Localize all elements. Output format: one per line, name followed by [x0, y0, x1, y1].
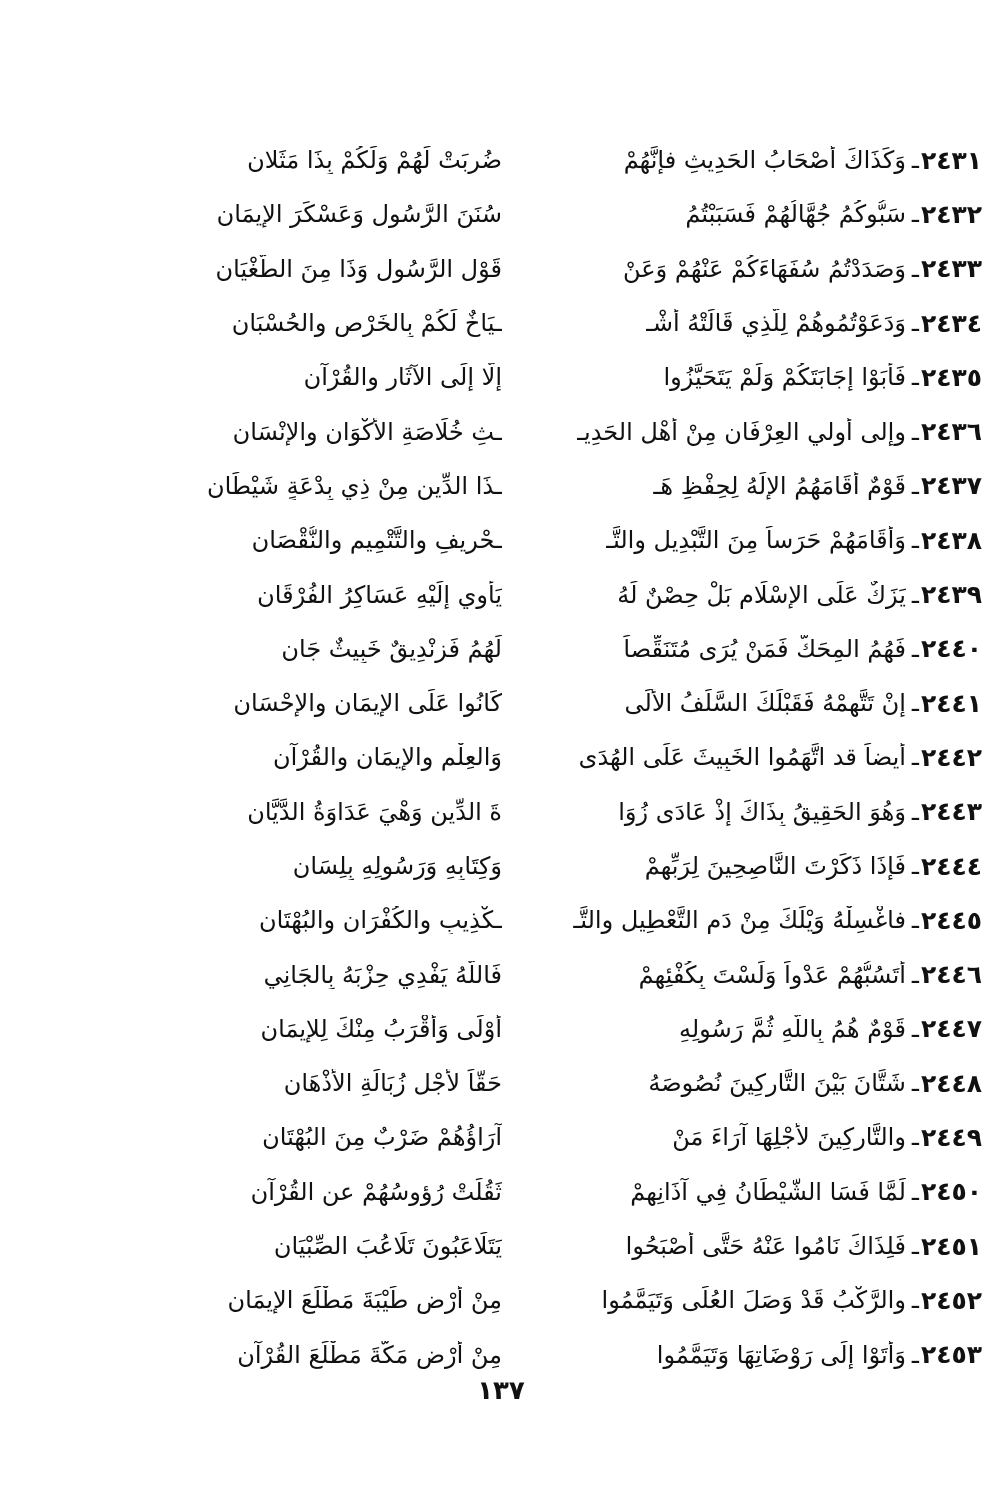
verse-dash: ـ: [911, 1177, 919, 1206]
verse-line: [60, 947, 982, 1001]
verse-first-half: [550, 689, 982, 718]
verse-number: ٢٤٣٩: [920, 580, 982, 610]
verse-first-half: [550, 1123, 982, 1152]
first-hemistich: وَصَدَدْتُمُ سُفَهَاءَكُمْ عَنْهُمْ وَعَنْ: [623, 254, 906, 283]
verse-number: ٢٤٥٠: [920, 1177, 982, 1207]
second-hemistich: حَقّاً لأَجْلِ زُبَالَةِ الأَذْهَانِ: [283, 1069, 502, 1098]
verse-number: ٢٤٣٤: [920, 308, 982, 338]
verse-line: [60, 404, 982, 458]
verse-dash: ـ: [911, 960, 919, 989]
verse-first-half: [550, 1069, 982, 1098]
second-hemistich: إِلَّا إِلَى الآثَارِ والقُرْآنِ: [303, 363, 502, 392]
verse-first-half: [550, 1286, 982, 1315]
verse-first-half: [550, 363, 982, 392]
verse-line: [60, 1056, 982, 1110]
verse-first-half: [550, 634, 982, 663]
verse-dash: ـ: [911, 363, 919, 392]
second-hemistich: قَوْلِ الرَّسُولِ وَذَا مِنَ الطُّغْيَانِ: [215, 254, 502, 283]
second-hemistich: ـحْرِيفِ والتَّتْمِيمِ والنُّقْصَانِ: [251, 526, 502, 555]
verse-number: ٢٤٣٧: [920, 471, 982, 501]
verse-number: ٢٤٤٩: [920, 1122, 982, 1152]
first-hemistich: أَتَسُبُّهُمْ عَدْواً وَلَسْتَ بِكُفْئِهِمْ: [638, 960, 906, 989]
verse-first-half: [550, 1340, 982, 1369]
verse-dash: ـ: [911, 906, 919, 935]
verse-first-half: [550, 960, 982, 989]
first-hemistich: فَأَبَوْا إجَابَتَكُمْ وَلَمْ يَتَحَيَّزُوا: [663, 363, 906, 392]
first-hemistich: أيضاً قد اتَّهَمُوا الخَبِيثَ عَلَى الهُدَى: [578, 743, 906, 772]
first-hemistich: يَزَكٌ عَلَى الإِسْلَامِ بَلْ حِصْنٌ لَهُ: [617, 580, 906, 609]
verse-first-half: [550, 580, 982, 609]
first-hemistich: قَوْمٌ هُمُ بِاللَّهِ ثُمَّ رَسُولِهِ: [679, 1014, 906, 1043]
verse-line: [60, 676, 982, 730]
verse-dash: ـ: [911, 797, 919, 826]
second-hemistich: وَكِتَابِهِ وَرَسُولِهِ بِلِسَانِ: [292, 852, 502, 880]
verse-line: [60, 296, 982, 350]
verse-number: ٢٤٤٨: [920, 1068, 982, 1098]
verse-first-half: [550, 254, 982, 283]
first-hemistich: فَهُمُ المِحَكُّ فَمَنْ يُرَى مُتَنَقِّصاً: [623, 634, 906, 663]
verse-line: [60, 730, 982, 784]
verse-number: ٢٤٤٤: [920, 851, 982, 881]
verse-first-half: [550, 309, 982, 338]
verse-number: ٢٤٤٥: [920, 905, 982, 935]
first-hemistich: وإلى أولي العِرْفَانِ مِنْ أَهْلِ الحَدِيـ: [577, 417, 906, 446]
verse-line: [60, 242, 982, 296]
verse-dash: ـ: [911, 743, 919, 772]
verse-dash: ـ: [911, 526, 919, 555]
verse-line: [60, 1273, 982, 1327]
second-hemistich: مِنْ أَرْضِ مَكَّةَ مَطْلَعَ القُرْآنِ: [237, 1340, 502, 1369]
verse-list: [60, 133, 982, 1382]
verse-dash: ـ: [911, 1232, 919, 1261]
second-hemistich: ةَ الدِّينِ وَهْيَ عَدَاوَةُ الدَّيَّانِ: [247, 797, 502, 826]
second-hemistich: سُنَنَ الرَّسُولِ وَعَسْكَرَ الإِيمَانِ: [216, 200, 502, 229]
verse-first-half: [550, 200, 982, 229]
verse-number: ٢٤٥١: [920, 1231, 982, 1261]
verse-dash: ـ: [911, 1123, 919, 1152]
first-hemistich: وَهُوَ الحَقِيقُ بِذَاكَ إِذْ عَادَى زُوَا: [618, 797, 906, 826]
first-hemistich: والتَّارِكِينَ لأَجْلِهَا آرَاءَ مَنْ: [672, 1123, 906, 1152]
verse-dash: ـ: [911, 200, 919, 229]
second-hemistich: ـكْذِيبِ والكُفْرَانِ والبُهْتَانِ: [259, 906, 502, 935]
first-hemistich: لَمَّا فَسَا الشَّيْطَانُ فِي آذَانِهِمْ: [630, 1177, 906, 1206]
verse-first-half: [550, 797, 982, 826]
second-hemistich: لَهُمُ فَزِنْدِيقٌ خَبِيثٌ جَانِ: [281, 634, 502, 663]
first-hemistich: سَبُّوكُمُ جُهَّالُهُمْ فَسَبَبْتُمُ: [685, 200, 906, 229]
verse-line: [60, 622, 982, 676]
second-hemistich: ـثِ خُلَاصَةِ الأَكْوَانِ والإِنْسَانِ: [232, 417, 502, 446]
first-hemistich: قَوْمٌ أَقَامَهُمُ الإِلَهُ لِحِفْظِ هَـ: [653, 471, 906, 500]
page-number: ١٣٧: [477, 1376, 525, 1406]
verse-first-half: [550, 906, 982, 935]
verse-dash: ـ: [911, 1286, 919, 1315]
verse-first-half: [550, 471, 982, 500]
verse-first-half: [550, 852, 982, 881]
verse-number: ٢٤٣٥: [920, 362, 982, 392]
first-hemistich: وَكَذَاكَ أَصْحَابُ الحَدِيثِ فإنَّهُمْ: [623, 146, 906, 175]
first-hemistich: وَأَتَوْا إِلَى رَوْضَاتِهَا وَتَيَمَّمُوا: [656, 1340, 906, 1369]
first-hemistich: والرَّكْبُ قَدْ وَصَلَ العُلَى وَتَيَمَّمُوا: [601, 1286, 906, 1315]
verse-dash: ـ: [911, 309, 919, 338]
verse-dash: ـ: [911, 852, 919, 880]
verse-first-half: [550, 1232, 982, 1261]
second-hemistich: يَأْوِي إِلَيْهِ عَسَاكِرُ الفُرْقَانِ: [257, 580, 502, 609]
verse-first-half: [550, 417, 982, 446]
verse-dash: ـ: [911, 580, 919, 609]
verse-number: ٢٤٤٢: [920, 742, 982, 772]
second-hemistich: مِنْ أَرْضِ طَيْبَةَ مَطْلَعَ الإِيمَانِ: [227, 1286, 502, 1315]
second-hemistich: ـذَا الدِّينِ مِنْ ذِي بِدْعَةٍ شَيْطَانِ: [206, 471, 502, 500]
verse-number: ٢٤٤٧: [920, 1014, 982, 1044]
second-hemistich: كَانُوا عَلَى الإِيمَانِ والإِحْسَانِ: [233, 689, 502, 718]
verse-line: [60, 187, 982, 241]
second-hemistich: يَتَلَاعَبُونَ تَلَاعُبَ الصِّبْيَانِ: [273, 1232, 502, 1261]
first-hemistich: وَدَعَوْتُمُوهُمْ لِلَّذِي قَالَتْهُ أَشْـ: [645, 309, 906, 338]
verse-line: [60, 1219, 982, 1273]
verse-first-half: [550, 146, 982, 175]
second-hemistich: أَوْلَى وَأَقْرَبُ مِنْكَ لِلإِيمَانِ: [260, 1014, 502, 1043]
verse-number: ٢٤٣٣: [920, 254, 982, 284]
first-hemistich: فَإِذَا ذَكَرْتَ النَّاصِحِينَ لِرَبِّهِمْ: [644, 852, 906, 880]
second-hemistich: ضُرِبَتْ لَهُمْ وَلَكُمْ بِذَا مَثَلانِ: [247, 146, 502, 175]
second-hemistich: ثَقُلَتْ رُؤوسُهُمْ عن القُرْآنِ: [250, 1177, 502, 1206]
verse-number: ٢٤٣٨: [920, 525, 982, 555]
verse-dash: ـ: [911, 1340, 919, 1369]
verse-line: [60, 1002, 982, 1056]
verse-number: ٢٤٤٦: [920, 960, 982, 990]
second-hemistich: وَالعِلْمِ والإِيمَانِ والقُرْآنِ: [272, 743, 502, 772]
verse-line: [60, 567, 982, 621]
first-hemistich: شَتَّانَ بَيْنَ التَّارِكِينَ نُصُوصَهُ: [648, 1069, 906, 1098]
verse-line: [60, 1110, 982, 1164]
verse-first-half: [550, 526, 982, 555]
verse-first-half: [550, 743, 982, 772]
verse-line: [60, 839, 982, 893]
verse-line: [60, 459, 982, 513]
first-hemistich: وَأَقَامَهُمْ حَرَساً مِنَ التَّبْدِيلِ والتَّـ: [606, 526, 906, 555]
verse-dash: ـ: [911, 146, 919, 175]
verse-number: ٢٤٣١: [920, 145, 982, 175]
verse-first-half: [550, 1014, 982, 1043]
verse-dash: ـ: [911, 417, 919, 446]
verse-number: ٢٤٥٢: [920, 1285, 982, 1315]
verse-number: ٢٤٣٢: [920, 199, 982, 229]
verse-number: ٢٤٣٦: [920, 417, 982, 447]
verse-line: [60, 785, 982, 839]
verse-line: [60, 1328, 982, 1382]
verse-line: [60, 513, 982, 567]
verse-dash: ـ: [911, 634, 919, 663]
verse-dash: ـ: [911, 1014, 919, 1043]
verse-number: ٢٤٤١: [920, 688, 982, 718]
verse-number: ٢٤٤٣: [920, 797, 982, 827]
second-hemistich: آرَاؤُهُمْ ضَرْبٌ مِنَ البُهْتَانِ: [262, 1123, 502, 1152]
second-hemistich: فَاللَّهُ يَفْدِي حِزْبَهُ بِالجَانِي: [263, 960, 502, 989]
verse-line: [60, 350, 982, 404]
verse-line: [60, 133, 982, 187]
verse-dash: ـ: [911, 1069, 919, 1098]
first-hemistich: إِنْ تَتَّهِمْهُ فَقَبْلَكَ السَّلَفُ الأُلَى: [624, 689, 906, 718]
first-hemistich: فاغْسِلْهُ وَيْلَكَ مِنْ دَمِ التَّعْطِيلِ والتَّـ: [573, 906, 906, 935]
verse-first-half: [550, 1177, 982, 1206]
verse-number: ٢٤٥٣: [920, 1340, 982, 1370]
verse-dash: ـ: [911, 471, 919, 500]
verse-number: ٢٤٤٠: [920, 634, 982, 664]
verse-dash: ـ: [911, 254, 919, 283]
first-hemistich: فَلِذَاكَ نَامُوا عَنْهُ حَتَّى أَصْبَحُوا: [625, 1232, 906, 1261]
verse-line: [60, 893, 982, 947]
verse-line: [60, 1165, 982, 1219]
second-hemistich: ـيَاخٌ لَكُمْ بِالخَرْصِ والحُسْبَانِ: [231, 309, 502, 338]
verse-dash: ـ: [911, 689, 919, 718]
